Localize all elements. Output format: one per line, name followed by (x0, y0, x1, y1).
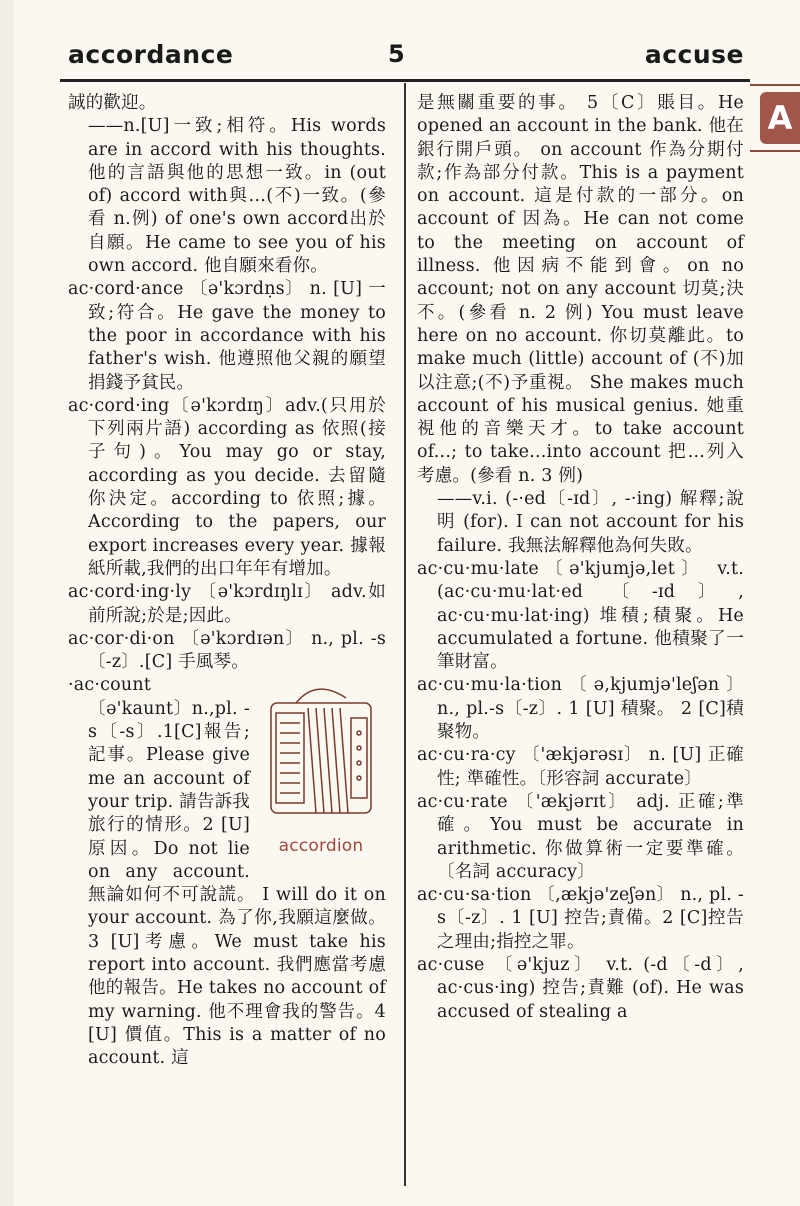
entry-accordingly: ac·cord·ing·ly 〔ə'kɔrdɪŋlɪ〕 adv.如前所說;於是;因此。 (68, 582, 386, 626)
thumb-index-tab[interactable]: A (760, 92, 800, 144)
entry-accuse: ac·cuse 〔ə'kjuz〕 v.t. (-d〔-d〕, ac·cus·ing) 控告;責難 (of). He was accused of stealing a (417, 954, 744, 1022)
entry-text: ——n.[U]一致;相符。His words are in accord with his thoughts. 他的言語與他的思想一致。in (out of) accord with與…(不)一致。(參看 n.例) of one's own accord出於自願。He came to see you of his own accord. 他自願來看你。 (88, 116, 386, 277)
tab-rule-top (750, 84, 800, 86)
entry-text: ——v.i. (-·ed〔-ɪd〕, -·ing) 解釋;說明 (for). I can not account for his failure. 我無法解釋他為何失敗。 (437, 489, 744, 556)
entry-account: ·ac·count 〔ə'kaunt〕n.,pl. -s〔-s〕.1[C]報告;記事。Please give me an account of your trip. 請告訴我旅行的情形。2 [U] 原因。Do not lie on any account. 無論如何不可說謊。 I will do it on your account. 為了你,我願這麼做。3 [U]考慮。We must take his report into account. 我們應當考慮他的報告。He takes no account of my warning. 他不理會我的警告。4 [U] 價值。This is a matter of no account. 這 (68, 675, 386, 1069)
left-column (68, 92, 386, 1070)
entry-text: 是無關重要的事。 5〔C〕賬目。He opened an account in the bank. 他在銀行開戶頭。 on account 作為分期付款;作為部分付款。This is a payment on account. 這是付款的一部分。on account of 因為。He can not come to the meeting on account of illness. 他因病不能到會。on no account; not on any account 切莫;決不。(參看 n. 2 例) You must leave here on no account. 你切莫離此。to make much (little) account of (不)加以注意;(不)予重視。 She makes much account of his musical genius. 她重視他的音樂天才。to take account of...; to take...into account 把…列入考慮。(參看 n. 3 例) (417, 93, 744, 486)
page-number: 5 (388, 40, 405, 68)
entry-accumulation: ac·cu·mu·la·tion〔ə,kjumjə'leʃən〕 n., pl.-s〔-z〕. 1 [U] 積聚。 2 [C]積聚物。 (417, 675, 744, 743)
tab-rule-bottom (750, 150, 800, 152)
page-gutter (0, 0, 14, 1206)
entry-accordion: ac·cor·di·on 〔ə'kɔrdɪən〕 n., pl. -s〔-z〕.[C] 手風琴。 (68, 628, 386, 673)
guide-word-left: accordance (68, 40, 234, 69)
entry-according: ac·cord·ing〔ə'kɔrdɪŋ〕adv.(只用於下列兩片語) according as 依照(接子句)。You may go or stay, according as you decide. 去留隨你決定。according to 依照;據。According to the papers, our export increases every year. 據報紙所載,我們的出口年年有增加。 (68, 395, 386, 579)
accordion-illustration-icon (256, 678, 386, 828)
entry-accumulate: ac·cu·mu·late〔ə'kjumjə,let〕 v.t. (ac·cu·mu·lat·ed 〔-ɪd〕, ac·cu·mu·lat·ing) 堆積;積聚。He accumulated a fortune. 他積聚了一筆財富。 (417, 558, 744, 673)
header-rule (60, 79, 750, 82)
column-divider (404, 83, 406, 1186)
entry-accordance: ac·cord·ance 〔ə'kɔrdṇs〕 n. [U] 一致;符合。He gave the money to the poor in accordance with his father's wish. 他遵照他父親的願望捐錢予貧民。 (68, 279, 386, 393)
entry-accurate: ac·cu·rate 〔'ækjərɪt〕 adj. 正確;準確。You must be accurate in arithmetic. 你做算術一定要準確。〔名詞 accuracy〕 (417, 791, 744, 882)
entry-accusation: ac·cu·sa·tion 〔,ækjə'zeʃən〕 n., pl. -s〔-z〕. 1 [U] 控告;責備。2 [C]控告之理由;指控之罪。 (417, 885, 744, 952)
accordion-figure (256, 678, 386, 858)
figure-caption: accordion (278, 836, 364, 857)
entry-accuracy: ac·cu·ra·cy 〔'ækjərəsɪ〕 n. [U] 正確性; 準確性。〔形容詞 accurate〕 (417, 745, 744, 789)
entry-text: 誠的歡迎。 (68, 93, 157, 113)
right-column (417, 92, 744, 1024)
guide-word-right: accuse (644, 40, 744, 69)
